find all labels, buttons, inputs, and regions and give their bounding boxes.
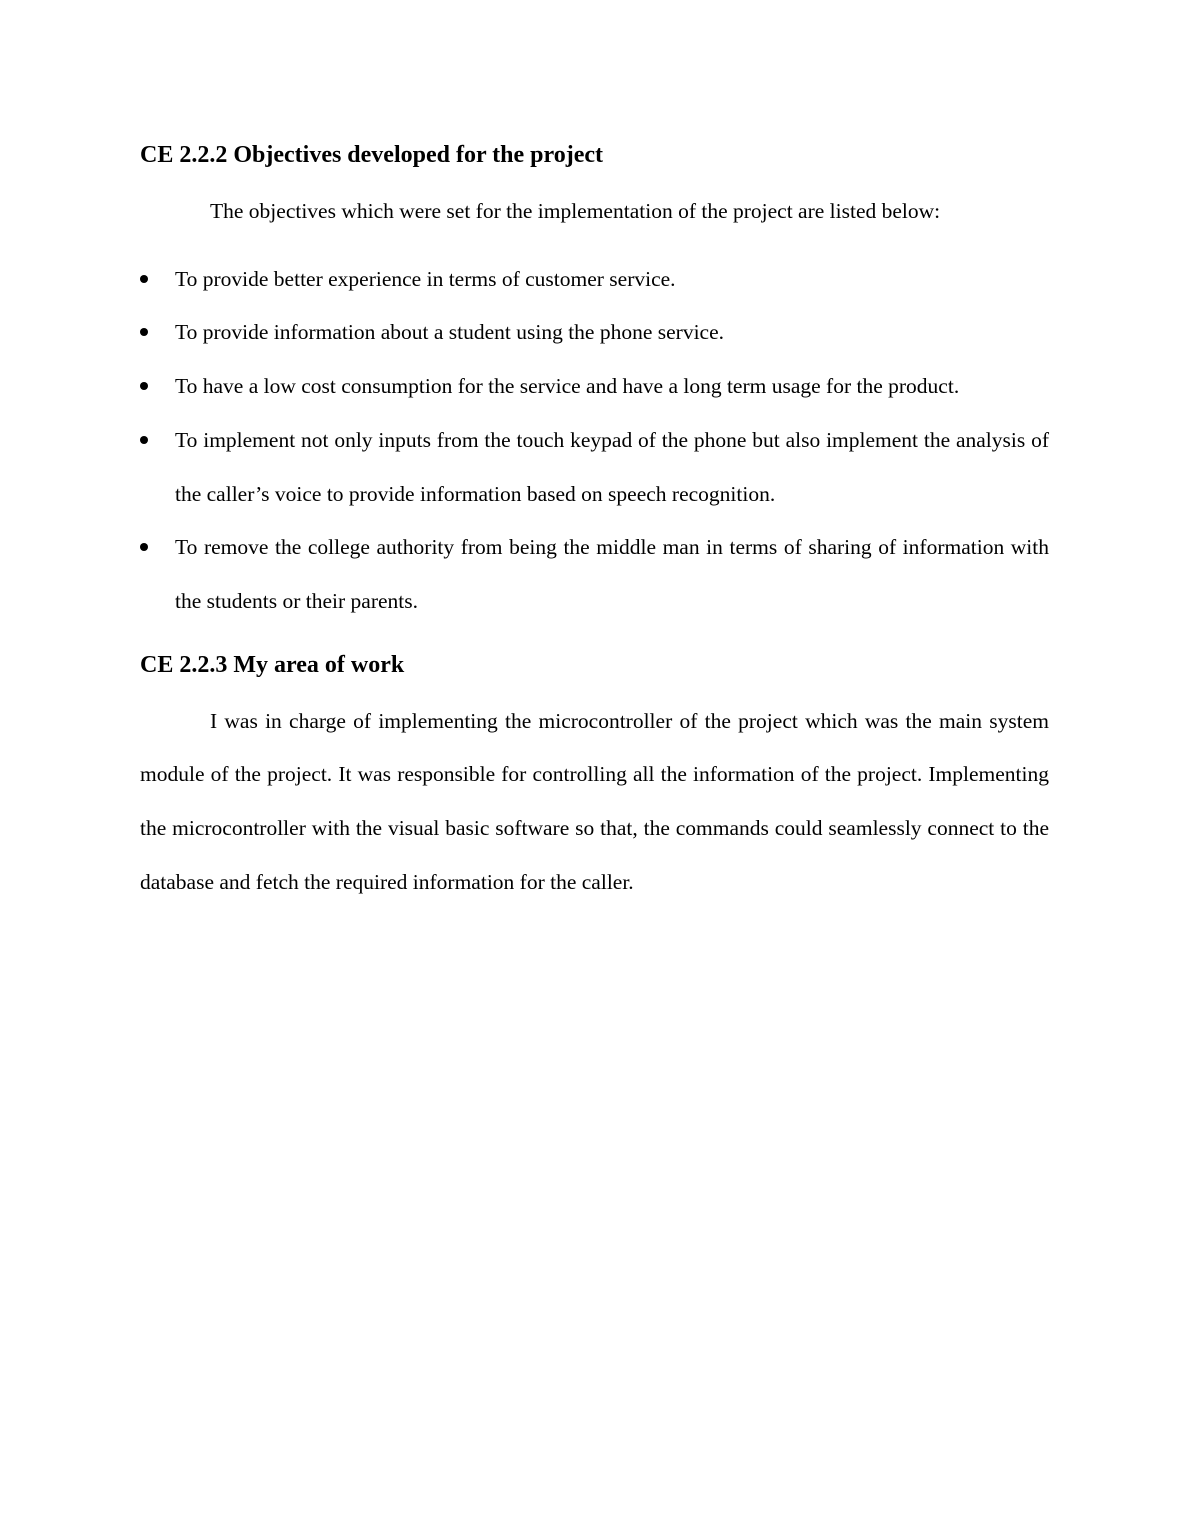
bullet-icon bbox=[140, 436, 148, 444]
bullet-icon bbox=[140, 382, 148, 390]
bullet-icon bbox=[140, 328, 148, 336]
objective-text: To implement not only inputs from the touch keypad of the phone but also implement the analysis of the caller’s voice to provide information based on speech recognition. bbox=[175, 427, 1049, 506]
objective-text: To have a low cost consumption for the service and have a long term usage for the product. bbox=[175, 374, 960, 399]
list-item bbox=[140, 414, 1049, 521]
objectives-list bbox=[140, 253, 1049, 629]
objectives-intro: The objectives which were set for the implementation of the project are listed below: bbox=[210, 199, 941, 223]
list-item bbox=[140, 253, 1049, 307]
area-of-work-paragraph: I was in charge of implementing the microcontroller of the project which was the main system module of the project. It was responsible for controlling all the information of the project. Implementing the microcontroller with the visual basic software so that, the commands could seamlessly connect to the database and fetch the required information for the caller. bbox=[140, 708, 1049, 894]
section-heading-area-of-work: CE 2.2.3 My area of work bbox=[140, 651, 405, 678]
list-item bbox=[140, 360, 1049, 414]
objective-text: To remove the college authority from being the middle man in terms of sharing of information with the students or their parents. bbox=[175, 535, 1049, 613]
document-page bbox=[140, 138, 1049, 909]
objective-text: To provide information about a student using the phone service. bbox=[175, 320, 725, 345]
bullet-icon bbox=[140, 275, 148, 283]
bullet-icon bbox=[140, 543, 148, 551]
section-heading-objectives: CE 2.2.2 Objectives developed for the project bbox=[140, 142, 604, 168]
section-objectives bbox=[140, 138, 1049, 629]
objective-text: To provide better experience in terms of customer service. bbox=[175, 266, 676, 291]
list-item bbox=[140, 521, 1049, 628]
section-area-of-work bbox=[140, 648, 1049, 910]
list-item bbox=[140, 306, 1049, 360]
